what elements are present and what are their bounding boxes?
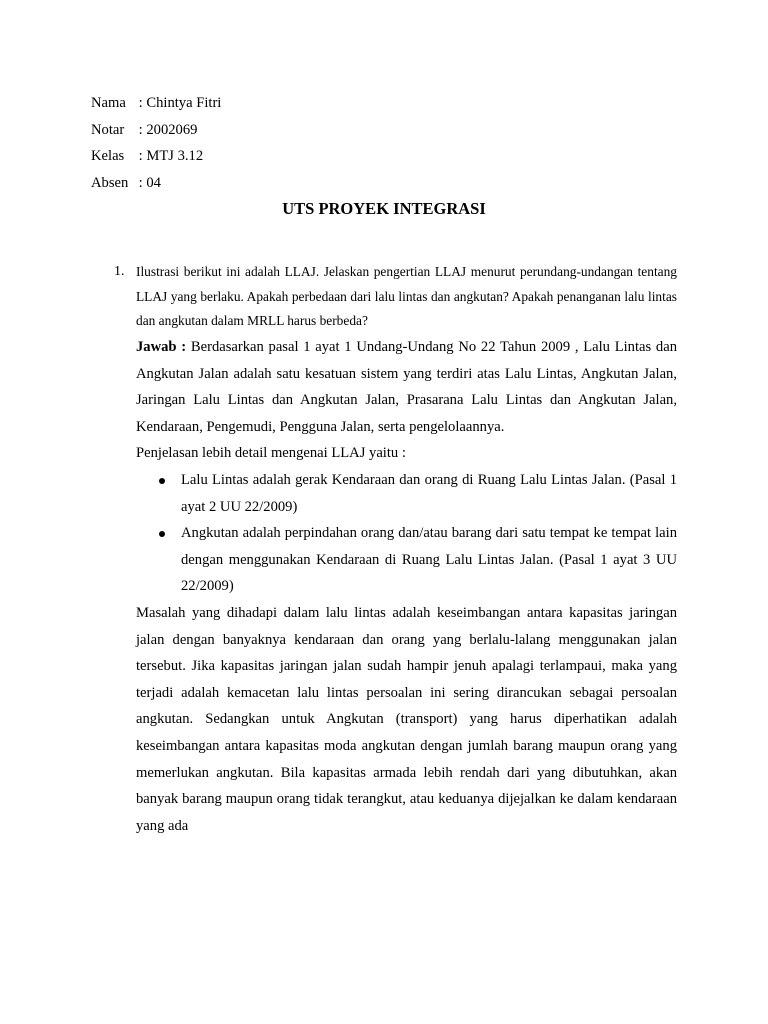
detail-heading: Penjelasan lebih detail mengenai LLAJ yaitu :	[136, 445, 406, 462]
question-text: Ilustrasi berikut ini adalah LLAJ. Jelaskan pengertian LLAJ menurut perundang-undangan tentang LLAJ yang berlaku. Apakah perbedaan dari lalu lintas dan angkutan? Apakah penanganan lalu lintas dan angkutan dalam MRLL harus berbeda?	[136, 264, 677, 328]
class-value: : MTJ 3.12	[138, 148, 204, 164]
explanation-paragraph: Masalah yang dihadapi dalam lalu lintas adalah keseimbangan antara kapasitas jaringan jalan dengan banyaknya kendaraan dan orang yang berlalu-lalang menggunakan jalan tersebut. Jika kapasitas jaringan jalan sudah hampir jenuh apalagi terlampaui, maka yang terjadi adalah kemacetan lalu lintas persoalan ini sering dirancukan sebagai persoalan angkutan. Sedangkan untuk Angkutan (transport) yang harus diperhatikan adalah keseimbangan antara kapasitas moda angkutan dengan jumlah barang maupun orang yang memerlukan angkutan. Bila kapasitas armada lebih rendah dari yang dibutuhkan, akan banyak barang maupun orang tidak terangkut, atau keduanya dijejalkan ke dalam kendaraan yang ada	[136, 604, 677, 834]
answer-section	[136, 334, 677, 839]
answer-label: Jawab :	[136, 339, 187, 355]
bullet-icon	[159, 531, 165, 537]
list-item	[181, 467, 677, 520]
student-name-row	[91, 90, 221, 117]
definition-list	[136, 467, 677, 600]
list-item	[181, 520, 677, 600]
question-number: 1.	[114, 264, 125, 279]
answer-intro-text: Berdasarkan pasal 1 ayat 1 Undang-Undang No 22 Tahun 2009 , Lalu Lintas dan Angkutan Jalan adalah satu kesatuan sistem yang terdiri atas Lalu Lintas, Angkutan Jalan, Jaringan Lalu Lintas dan Angkutan Jalan, Prasarana Lalu Lintas dan Angkutan Jalan, Kendaraan, Pengemudi, Pengguna Jalan, serta pengelolaannya.	[136, 339, 677, 435]
notar-value: : 2002069	[138, 121, 198, 138]
list-item-text: Angkutan adalah perpindahan orang dan/atau barang dari satu tempat ke tempat lain dengan menggunakan Kendaraan di Ruang Lalu Lintas Jalan. (Pasal 1 ayat 3 UU 22/2009)	[181, 525, 677, 595]
absen-value: : 04	[138, 174, 161, 191]
student-class-row	[91, 143, 221, 170]
bullet-icon	[159, 478, 165, 484]
student-info	[91, 90, 221, 196]
student-notar-row	[91, 117, 221, 144]
document-title: UTS PROYEK INTEGRASI	[282, 199, 486, 218]
name-label: Nama	[91, 95, 126, 111]
name-value: : Chintya Fitri	[138, 95, 222, 111]
list-item-text: Lalu Lintas adalah gerak Kendaraan dan orang di Ruang Lalu Lintas Jalan. (Pasal 1 ayat 2 UU 22/2009)	[181, 471, 677, 515]
absen-label: Absen	[91, 174, 129, 191]
class-label: Kelas	[91, 148, 125, 164]
answer-intro-paragraph	[136, 334, 677, 440]
student-absen-row	[91, 170, 221, 197]
notar-label: Notar	[91, 121, 125, 138]
